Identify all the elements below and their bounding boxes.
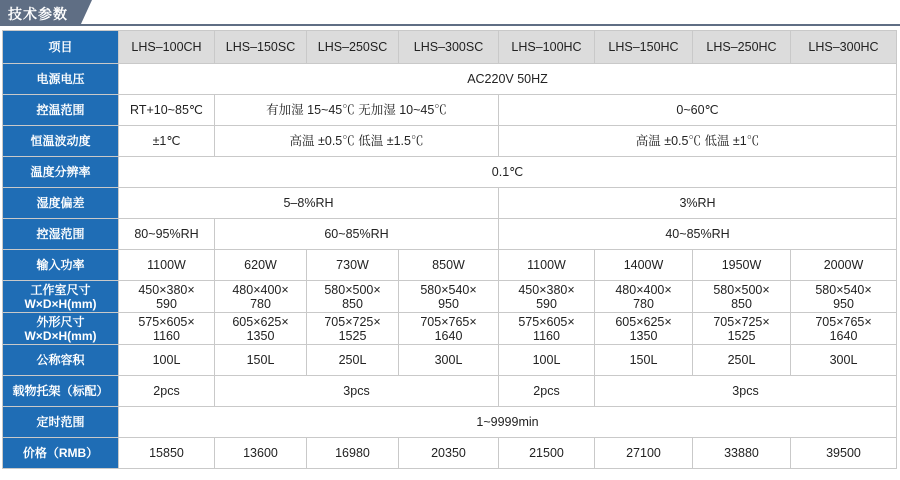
- cell-line: 1160: [153, 328, 180, 343]
- cell-value: 1400W: [595, 250, 693, 281]
- cell-value: 33880: [693, 438, 791, 469]
- cell-value: ±1℃: [119, 126, 215, 157]
- cell-value: RT+10~85℃: [119, 95, 215, 126]
- cell-value: 21500: [499, 438, 595, 469]
- row-label: [3, 313, 119, 345]
- row-label-line: 工作室尺寸: [30, 282, 91, 297]
- cell-value: 15850: [119, 438, 215, 469]
- row-volume: [3, 345, 897, 376]
- row-humidity-range: [3, 219, 897, 250]
- cell-value: 0.1℃: [119, 157, 897, 188]
- cell-value: 高温 ±0.5℃ 低温 ±1℃: [499, 126, 897, 157]
- cell-value: 2pcs: [499, 376, 595, 407]
- cell-value: [791, 281, 897, 313]
- row-label: 控湿范围: [3, 219, 119, 250]
- cell-value: 730W: [307, 250, 399, 281]
- cell-value: 0~60℃: [499, 95, 897, 126]
- cell-value: 3%RH: [499, 188, 897, 219]
- cell-value: 27100: [595, 438, 693, 469]
- cell-line: 580×500×: [713, 282, 770, 297]
- cell-value: 1100W: [119, 250, 215, 281]
- cell-value: [693, 313, 791, 345]
- header-row: [3, 31, 897, 64]
- cell-value: 250L: [693, 345, 791, 376]
- cell-line: 950: [833, 296, 854, 311]
- row-label-line: W×D×H(mm): [24, 328, 97, 343]
- cell-value: 3pcs: [215, 376, 499, 407]
- row-label: 控温范围: [3, 95, 119, 126]
- model-header: LHS–300SC: [399, 31, 499, 64]
- cell-line: 1640: [434, 328, 463, 343]
- cell-line: 450×380×: [518, 282, 575, 297]
- row-label: 价格（RMB）: [3, 438, 119, 469]
- model-header: LHS–150HC: [595, 31, 693, 64]
- cell-value: 250L: [307, 345, 399, 376]
- section-title: 技术参数: [8, 6, 68, 22]
- cell-value: [499, 281, 595, 313]
- row-humidity-dev: [3, 188, 897, 219]
- section-title-bar: [0, 0, 900, 26]
- cell-value: 1~9999min: [119, 407, 897, 438]
- row-label: 湿度偏差: [3, 188, 119, 219]
- cell-value: 2000W: [791, 250, 897, 281]
- cell-value: 850W: [399, 250, 499, 281]
- cell-line: 575×605×: [518, 314, 575, 329]
- row-temp-res: [3, 157, 897, 188]
- row-outer-size: [3, 313, 897, 345]
- cell-value: 300L: [399, 345, 499, 376]
- cell-line: 580×540×: [420, 282, 477, 297]
- cell-value: 39500: [791, 438, 897, 469]
- cell-line: 480×400×: [615, 282, 672, 297]
- cell-value: [119, 281, 215, 313]
- model-header: LHS–100CH: [119, 31, 215, 64]
- cell-line: 575×605×: [138, 314, 195, 329]
- row-shelves: [3, 376, 897, 407]
- cell-value: [119, 313, 215, 345]
- row-input-power: [3, 250, 897, 281]
- cell-value: [307, 313, 399, 345]
- cell-line: 1350: [629, 328, 658, 343]
- cell-line: 605×625×: [615, 314, 672, 329]
- cell-value: 1950W: [693, 250, 791, 281]
- row-label: 温度分辨率: [3, 157, 119, 188]
- cell-value: [399, 313, 499, 345]
- cell-value: 16980: [307, 438, 399, 469]
- cell-line: 950: [438, 296, 459, 311]
- cell-line: 450×380×: [138, 282, 195, 297]
- cell-line: 850: [731, 296, 752, 311]
- cell-line: 850: [342, 296, 363, 311]
- cell-value: [791, 313, 897, 345]
- cell-line: 705×725×: [713, 314, 770, 329]
- row-label: 载物托架（标配）: [3, 376, 119, 407]
- title-underline: [0, 24, 900, 26]
- row-temp-fluct: [3, 126, 897, 157]
- cell-value: 80~95%RH: [119, 219, 215, 250]
- cell-value: 5–8%RH: [119, 188, 499, 219]
- cell-line: 705×765×: [815, 314, 872, 329]
- cell-value: 20350: [399, 438, 499, 469]
- cell-line: 1640: [829, 328, 858, 343]
- cell-line: 780: [633, 296, 654, 311]
- model-header: LHS–250SC: [307, 31, 399, 64]
- row-label: 定时范围: [3, 407, 119, 438]
- cell-value: [399, 281, 499, 313]
- row-label: 恒温波动度: [3, 126, 119, 157]
- cell-line: 1160: [533, 328, 560, 343]
- row-timer: [3, 407, 897, 438]
- cell-value: 100L: [499, 345, 595, 376]
- cell-value: [595, 281, 693, 313]
- cell-line: 705×725×: [324, 314, 381, 329]
- header-item-label: 项目: [3, 31, 119, 64]
- cell-line: 1350: [246, 328, 275, 343]
- cell-value: 620W: [215, 250, 307, 281]
- model-header: LHS–250HC: [693, 31, 791, 64]
- cell-value: 3pcs: [595, 376, 897, 407]
- cell-value: [499, 313, 595, 345]
- row-label-line: 外形尺寸: [36, 314, 85, 329]
- model-header: LHS–150SC: [215, 31, 307, 64]
- cell-value: 有加湿 15~45℃ 无加湿 10~45℃: [215, 95, 499, 126]
- cell-value: 60~85%RH: [215, 219, 499, 250]
- row-label: 电源电压: [3, 64, 119, 95]
- cell-line: 590: [156, 296, 177, 311]
- cell-value: 150L: [215, 345, 307, 376]
- row-label: [3, 281, 119, 313]
- cell-value: 40~85%RH: [499, 219, 897, 250]
- cell-value: 100L: [119, 345, 215, 376]
- cell-line: 605×625×: [232, 314, 289, 329]
- row-label-line: W×D×H(mm): [24, 296, 97, 311]
- cell-value: [307, 281, 399, 313]
- row-label: 输入功率: [3, 250, 119, 281]
- cell-value: [595, 313, 693, 345]
- cell-line: 580×540×: [815, 282, 872, 297]
- cell-value: [693, 281, 791, 313]
- model-header: LHS–300HC: [791, 31, 897, 64]
- model-header: LHS–100HC: [499, 31, 595, 64]
- cell-value: 高温 ±0.5℃ 低温 ±1.5℃: [215, 126, 499, 157]
- row-temp-range: [3, 95, 897, 126]
- cell-line: 580×500×: [324, 282, 381, 297]
- cell-line: 780: [250, 296, 271, 311]
- row-label: 公称容积: [3, 345, 119, 376]
- cell-value: [215, 313, 307, 345]
- cell-line: 1525: [727, 328, 756, 343]
- cell-value: 1100W: [499, 250, 595, 281]
- cell-line: 590: [536, 296, 557, 311]
- cell-value: 150L: [595, 345, 693, 376]
- cell-value: 13600: [215, 438, 307, 469]
- cell-value: 2pcs: [119, 376, 215, 407]
- cell-value: [215, 281, 307, 313]
- row-price: [3, 438, 897, 469]
- row-power-supply: [3, 64, 897, 95]
- row-chamber-size: [3, 281, 897, 313]
- cell-line: 705×765×: [420, 314, 477, 329]
- cell-value: 300L: [791, 345, 897, 376]
- spec-table: [2, 30, 897, 469]
- cell-value: AC220V 50HZ: [119, 64, 897, 95]
- cell-line: 1525: [338, 328, 367, 343]
- cell-line: 480×400×: [232, 282, 289, 297]
